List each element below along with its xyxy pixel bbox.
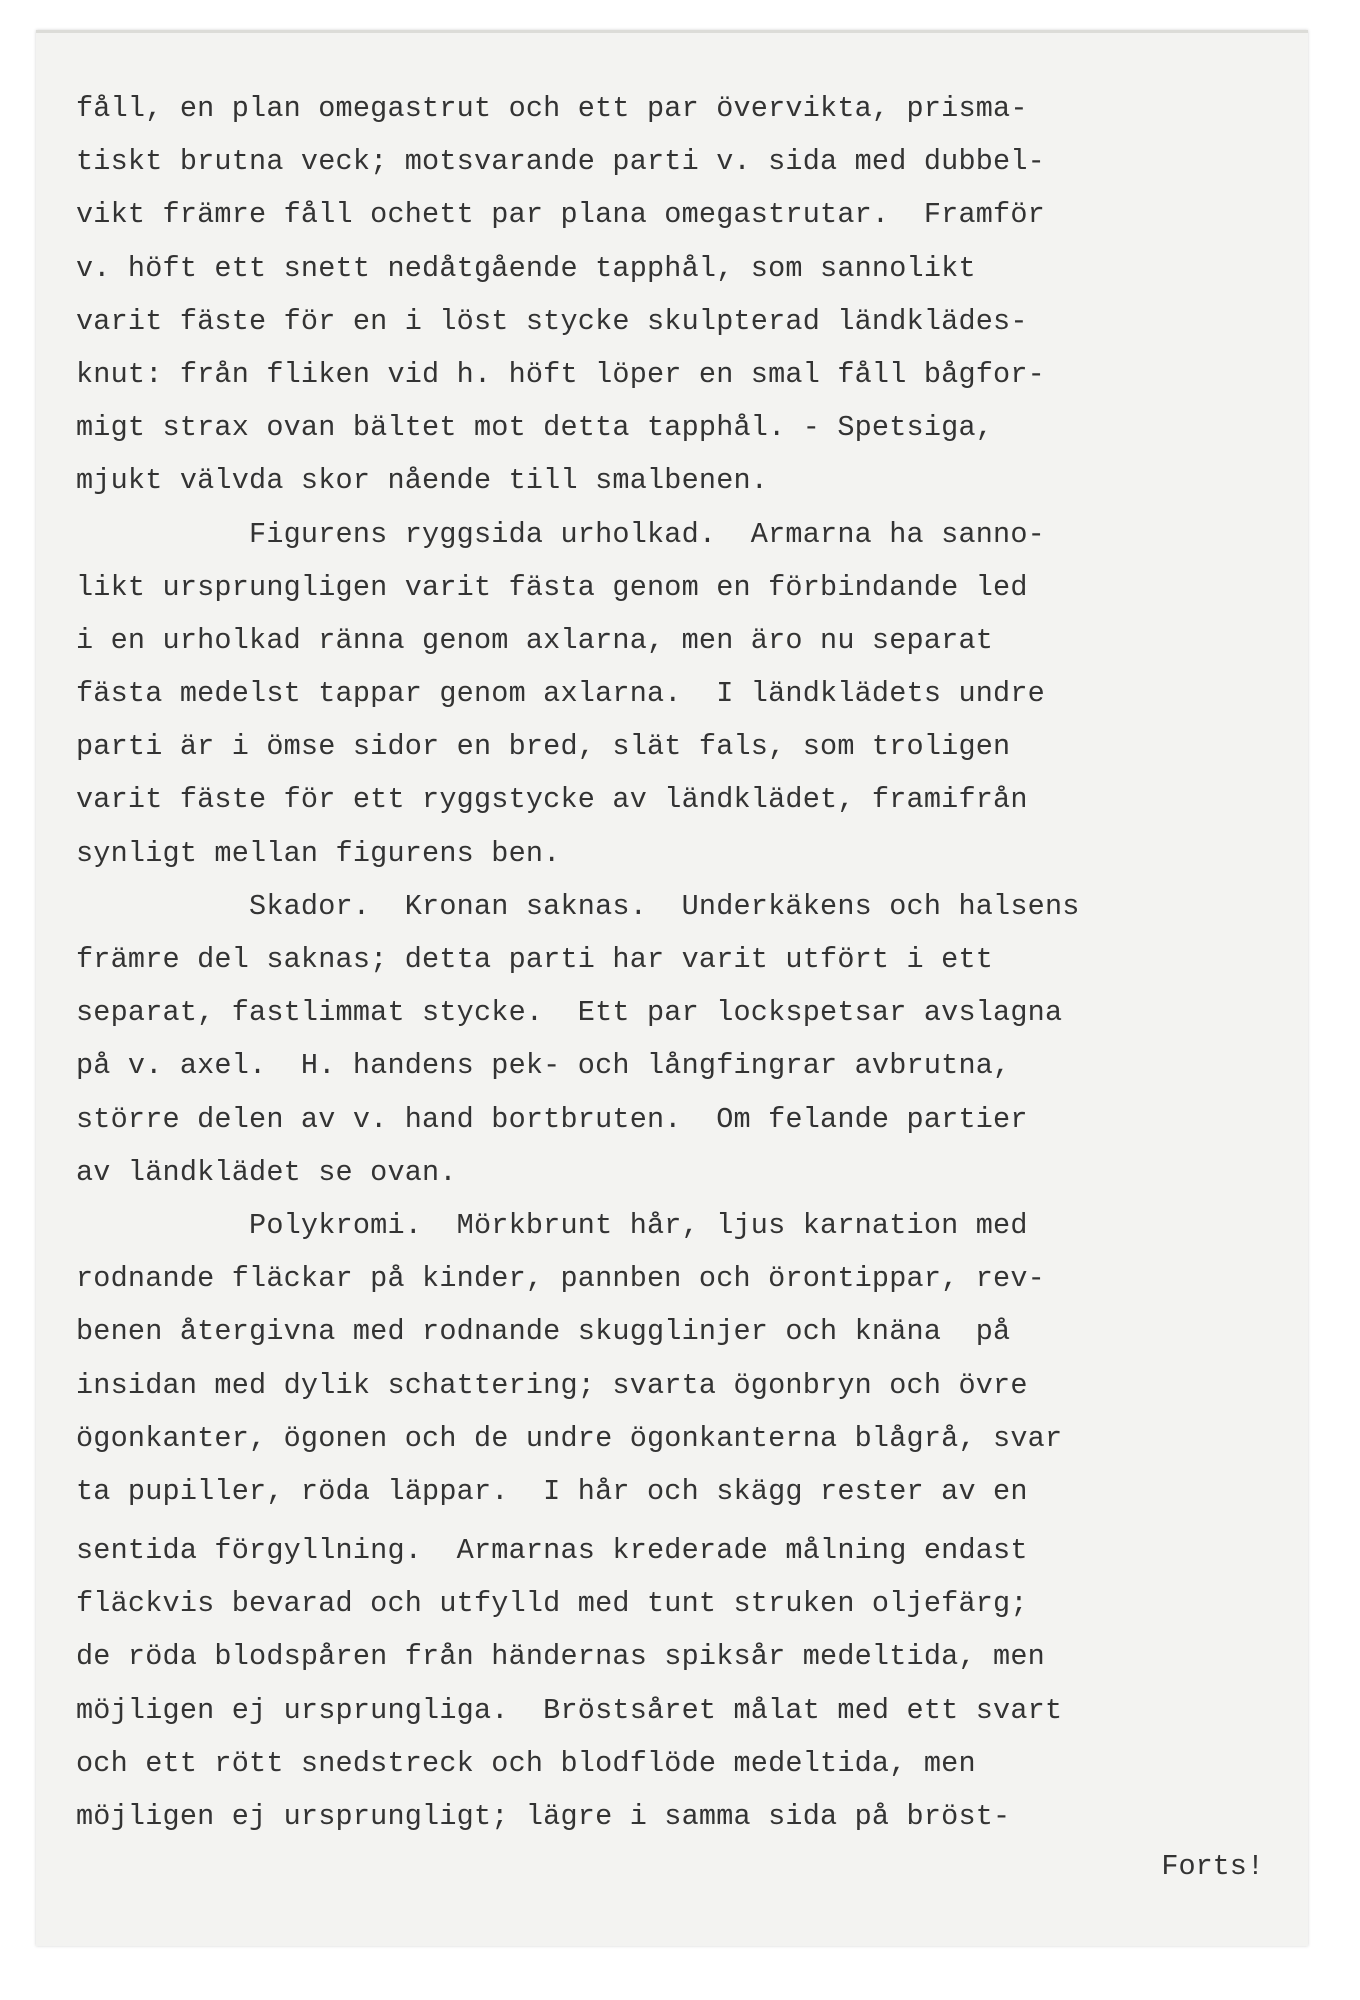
text-line: tiskt brutna veck; motsvarande parti v. sida med dubbel- bbox=[76, 145, 1045, 179]
text-line: fåll, en plan omegastrut och ett par övervikta, prisma- bbox=[76, 92, 1028, 125]
text-line: ta pupiller, röda läppar. I hår och skägg rester av en bbox=[76, 1474, 1028, 1508]
text-line: möjligen ej ursprungligt; lägre i samma sida på bröst- bbox=[76, 1800, 1011, 1833]
text-line: varit fäste för en i löst stycke skulpterad ländklädes- bbox=[76, 304, 1028, 338]
text-line: benen återgivna med rodnande skugglinjer och knäna på bbox=[76, 1315, 1011, 1349]
text-line: mjukt välvda skor nående till smalbenen. bbox=[76, 464, 769, 498]
text-line: fläckvis bevarad och utfylld med tunt struken oljefärg; bbox=[76, 1587, 1028, 1621]
text-line: på v. axel. H. handens pek- och långfingrar avbrutna, bbox=[76, 1049, 1011, 1083]
text-line: parti är i ömse sidor en bred, slät fals, som troligen bbox=[76, 730, 1011, 764]
text-line: likt ursprungligen varit fästa genom en förbindande led bbox=[76, 570, 1028, 604]
continuation-note: Forts! bbox=[1161, 1850, 1264, 1883]
text-line: v. höft ett snett nedåtgående tapphål, som sannolikt bbox=[76, 251, 976, 285]
text-line: de röda blodspåren från händernas spiksår medeltida, men bbox=[76, 1640, 1045, 1674]
text-line: möjligen ej ursprungliga. Bröstsåret målat med ett svart bbox=[76, 1693, 1063, 1727]
text-line: och ett rött snedstreck och blodflöde medeltida, men bbox=[76, 1746, 976, 1780]
text-line: insidan med dylik schattering; svarta ögonbryn och övre bbox=[76, 1368, 1028, 1402]
text-line: knut: från fliken vid h. höft löper en smal fåll bågfor- bbox=[76, 357, 1045, 391]
text-line: av ländklädet se ovan. bbox=[76, 1155, 457, 1189]
text-line: vikt främre fåll ochett par plana omegastrutar. Framför bbox=[76, 198, 1045, 232]
text-line: varit fäste för ett ryggstycke av ländklädet, framifrån bbox=[76, 783, 1028, 817]
text-line: separat, fastlimmat stycke. Ett par lockspetsar avslagna bbox=[76, 996, 1063, 1030]
text-line: sentida förgyllning. Armarnas krederade målning endast bbox=[76, 1534, 1028, 1568]
text-line: främre del saknas; detta parti har varit utfört i ett bbox=[76, 943, 994, 976]
text-line: fästa medelst tappar genom axlarna. I ländklädets undre bbox=[76, 677, 1045, 711]
text-line: rodnande fläckar på kinder, pannben och örontippar, rev- bbox=[76, 1262, 1045, 1296]
text-line: synligt mellan figurens ben. bbox=[76, 836, 561, 870]
text-line: migt strax ovan bältet mot detta tapphål. - Spetsiga, bbox=[76, 411, 994, 445]
text-line: ögonkanter, ögonen och de undre ögonkanterna blågrå, svar bbox=[76, 1421, 1063, 1455]
paragraph-start-line: Figurens ryggsida urholkad. Armarna ha sanno- bbox=[76, 517, 1045, 551]
text-line: större delen av v. hand bortbruten. Om felande partier bbox=[76, 1102, 1028, 1136]
page-edge bbox=[36, 30, 1308, 33]
paragraph-start-line: Skador. Kronan saknas. Underkäkens och halsens bbox=[76, 889, 1080, 923]
text-line: i en urholkad ränna genom axlarna, men äro nu separat bbox=[76, 623, 994, 657]
paragraph-start-line: Polykromi. Mörkbrunt hår, ljus karnation med bbox=[76, 1208, 1028, 1242]
typewritten-text-body bbox=[76, 82, 1306, 1843]
